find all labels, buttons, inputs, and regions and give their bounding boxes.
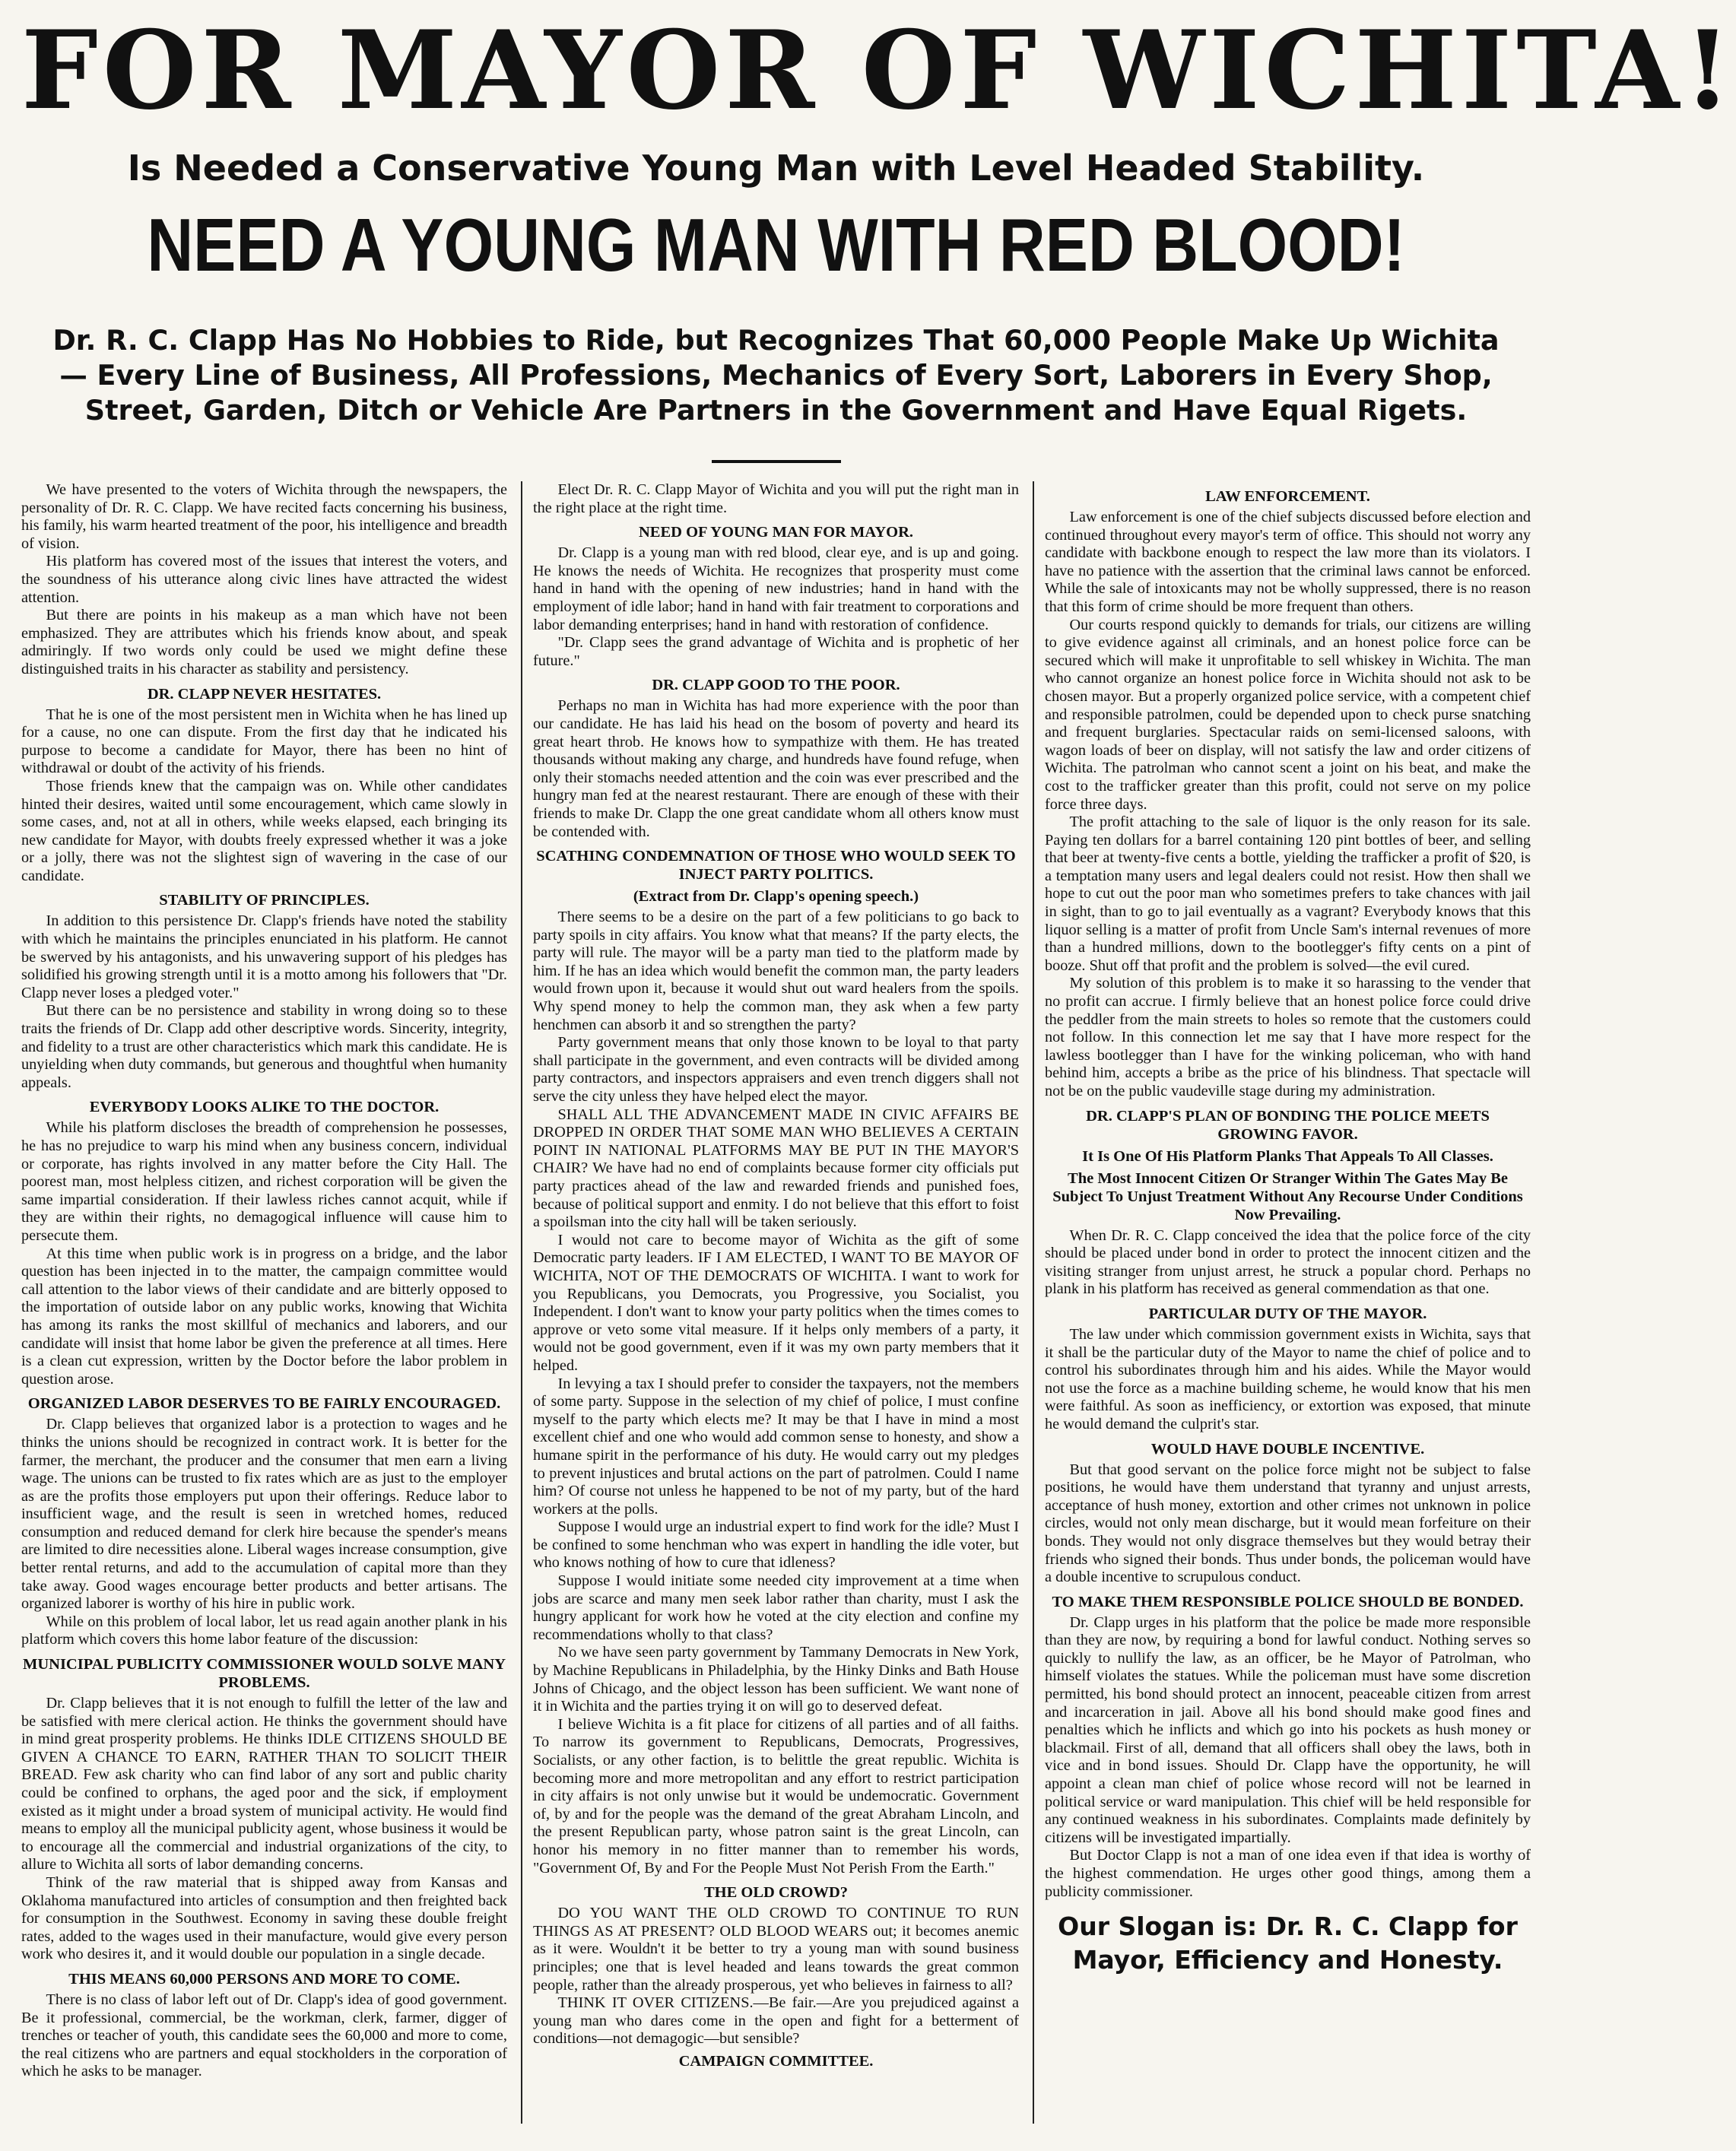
paragraph: Dr. Clapp urges in his platform that the police be made more responsible than they are now, by requiring a bond for lawful conduct. Nothing serves so quickly to nullify the law, as an officer, be he Mayor of Patrolman, who himself violates the statues. While the policeman must have some discretion permitted, his bond should protect an innocent, peaceable citizen from arrest and incarceration in jail. Above all his bond should make good fines and penalties which he inflicts and which go into his pockets as hush money or blackmail. First of all, demand that all officers shall obey the laws, both in vice and in bond issues. Should Dr. Clapp have the opportunity, he will appoint a clean man chief of police whose record will not be learned in political service or ward manipulation. This chief will be held responsible for any continued weakness in his subordinates. Complaints made definitely by citizens will be investigated impartially. <box>1045 1613 1531 1846</box>
section-heading: DR. CLAPP'S PLAN OF BONDING THE POLICE MEETS GROWING FAVOR. <box>1086 1107 1490 1143</box>
paragraph: There seems to be a desire on the part of a few politicians to go back to party spoils in city affairs. You know what that means? If the party elects, the party will rule. The mayor will be a party man tied to the platform made by him. If he has an idea which would benefit the common man, the party leaders would frown upon it, because it would shut out ward healers from the spoils. Why spend money to help the common man, they ask when a few party henchmen can absorb it and so strengthen the party? <box>533 909 1019 1033</box>
section-heading: EVERYBODY LOOKS ALIKE TO THE DOCTOR. <box>89 1099 440 1116</box>
paragraph: In addition to this persistence Dr. Clapp's friends have noted the stability with which he maintains the principles enunciated in his platform. He cannot be swerved by his antagonists, and his unwavering support of his pledges has solidified his growing strength until it is a motto among his followers that "Dr. Clapp never loses a pledged voter." <box>21 912 507 1001</box>
paragraph: That he is one of the most persistent men in Wichita when he has lined up for a cause, no one can dispute. From the first day that he indicated his purpose to become a candidate for Mayor, there has been no hint of withdrawal or doubt of the activity of his friends. <box>21 706 507 777</box>
section-heading: LAW ENFORCEMENT. <box>1205 488 1370 505</box>
section-heading: STABILITY OF PRINCIPLES. <box>159 892 370 909</box>
paragraph: Party government means that only those known to be loyal to that party shall participate in the government, and even contracts will be divided among party contractors, and inspectors appraisers and even trench diggers shall not serve the city unless they have helped elect the mayor. <box>533 1034 1019 1106</box>
paragraph: I would not care to become mayor of Wichita as the gift of some Democratic party leaders. IF I AM ELECTED, I WANT TO BE MAYOR OF WICHITA, NOT OF THE DEMOCRATS OF WICHITA. I want to work for you Republicans, you Democrats, you Progressive, you Socialist, you Independent. I don't want to know your party politics when the times comes to approve or veto some vital measure. If it helps only members of a party, it would not be good government, even if it was my own party members that it helped. <box>533 1231 1019 1374</box>
section-heading: THIS MEANS 60,000 PERSONS AND MORE TO COME. <box>68 1970 460 1988</box>
column-3 <box>1033 481 1531 2124</box>
divider-rule <box>712 460 841 463</box>
section-heading: DR. CLAPP GOOD TO THE POOR. <box>652 677 900 694</box>
paragraph: My solution of this problem is to make it so harassing to the vender that no profit can accrue. I firmly believe that an honest police force could drive the peddler from the main streets to holes so remote that the customers could not follow. In this connection let me say that I have more respect for the lawless bootlegger than I have for the winking policeman, who with hand behind him, accepts a bribe as the price of his blindness. That spectacle will not be on the public vaudeville stage during my administration. <box>1045 975 1531 1099</box>
paragraph: I believe Wichita is a fit place for citizens of all parties and of all faiths. To narrow its government to Republicans, Democrats, Progressives, Socialists, or any other faction, is to belittle the great republic. Wichita is becoming more and more metropolitan and any effort to restrict participation in city affairs is not only unwise but it would be undemocratic. Government of, by and for the people was the demand of the great Abraham Lincoln, and the present Republican party, whose patron saint is the great Lincoln, can honor his memory in no fitter manner than to remember his words, "Government Of, By and For the People Must Not Perish From the Earth." <box>533 1715 1019 1877</box>
column-1 <box>21 481 507 2124</box>
paragraph: SHALL ALL THE ADVANCEMENT MADE IN CIVIC AFFAIRS BE DROPPED IN ORDER THAT SOME MAN WHO BELIEVES A CERTAIN POINT IN NATIONAL PLATFORMS MAY BE PUT IN THE MAYOR'S CHAIR? We have had no end of complaints because former city officials put party practices ahead of the law and rewarded friends and punished foes, because of political support and enmity. I do not believe that this effort to foist a spoilsman into the city hall will be taken seriously. <box>533 1106 1019 1231</box>
paragraph: "Dr. Clapp sees the grand advantage of Wichita and is prophetic of her future." <box>533 634 1019 669</box>
paragraph: Law enforcement is one of the chief subjects discussed before election and continued throughout every mayor's term of office. This should not worry any candidate with backbone enough to respect the law more than its violators. I have no patience with the assertion that the criminal laws cannot be enforced. While the sale of intoxicants may not be wholly suppressed, there is no reason that this form of crime should be more frequent than others. <box>1045 509 1531 615</box>
section-heading: ORGANIZED LABOR DESERVES TO BE FAIRLY ENCOURAGED. <box>27 1395 501 1413</box>
signature: CAMPAIGN COMMITTEE. <box>678 2052 874 2070</box>
section-heading: DR. CLAPP NEVER HESITATES. <box>147 685 382 703</box>
masthead-title: FOR MAYOR OF WICHITA! <box>21 8 1736 134</box>
deck: Dr. R. C. Clapp Has No Hobbies to Ride, but Recognizes That 60,000 People Make Up Wichita— Every Line of Business, All Professions, Mechanics of Every Sort, Laborers in Every Shop, Street, Garden, Ditch or Vehicle Are Partners in the Government and Have Equal Rigets. <box>52 324 1500 427</box>
paragraph: The law under which commission government exists in Wichita, says that it shall be the particular duty of the Mayor to name the chief of police and to control his subordinates through him and his aides. While the Mayor would not use the force as a machine building scheme, he would know that his men were faithful. As soon as inefficiency, or extortion was exposed, that minute he would demand the culprit's star. <box>1045 1325 1531 1432</box>
paragraph: Think of the raw material that is shipped away from Kansas and Oklahoma manufactured into articles of consumption and then freighted back for consumption in the Southwest. Economy in saving these double freight rates, added to the wages used in their manufacture, would give every person work who desires it, and it would double our population in a single decade. <box>21 1873 507 1963</box>
section-heading: WOULD HAVE DOUBLE INCENTIVE. <box>1150 1440 1425 1458</box>
paragraph: Those friends knew that the campaign was on. While other candidates hinted their desires, waited until some encouragement, which came slowly in some cases, and, not at all in others, while weeks elapsed, each bringing its new candidate for Mayor, with doubts freely expressed whether it was a joke or a jolly, there was not the slightest sign of wavering in the case of our candidate. <box>21 777 507 884</box>
section-heading: PARTICULAR DUTY OF THE MAYOR. <box>1148 1305 1427 1322</box>
paragraph: The profit attaching to the sale of liquor is the only reason for its sale. Paying ten dollars for a barrel containing 120 pint bottles of beer, and selling that beer at twenty-five cents a bottle, yielding the trafficker a profit of $20, is a temptation many users and legal dealers could not resist. How then shall we hope to cut out the poor man who sometimes prefers to take chances with jail in sight, than to go to jail eventually as a vagrant? Everybody knows that this liquor selling is a matter of profit from Uncle Sam's internal revenues of more than a hundred millions, down to the bootlegger's fifty cents on a pint of booze. Shut off that profit and the problem is solved—the evil cured. <box>1045 814 1531 974</box>
paragraph: When Dr. R. C. Clapp conceived the idea that the police force of the city should be placed under bond in order to protect the innocent citizen and the visiting stranger from unjust arrest, he struck a popular chord. Perhaps no plank in his platform has received as general commendation as that one. <box>1045 1226 1531 1298</box>
paragraph: Dr. Clapp believes that organized labor is a protection to wages and he thinks the unions should be recognized in contract work. It is better for the farmer, the merchant, the producer and the consumer that men earn a living wage. The unions can be trusted to fix rates which are as just to the employer as are the profits those employers put upon their offerings. Reduce labor to insufficient wage, and the result is seen in wretched homes, reduced consumption and reduced demand for clerk hire because the spender's means are limited to dire necessities alone. Liberal wages increase consumption, give better rental returns, and add to the accumulation of capital more than they take away. Good wages encourage better products and better artisans. The organized laborer is worthy of his hire in public work. <box>21 1416 507 1613</box>
paragraph: Our courts respond quickly to demands for trials, our citizens are willing to give evidence against all criminals, and an honest police force can be secured which will make it unprofitable to sell whiskey in Wichita. The man who cannot organize an honest police force in Wichita should not ask to be chosen mayor. But a properly organized police service, with a competent chief and responsible patrolmen, could be depended upon to check purse snatching and frequent burglaries. Spectacular raids on semi-licensed saloons, with wagon loads of beer on display, will not satisfy the law and order citizens of Wichita. The patrolman who cannot scent a joint on his beat, and make the cost to the trafficker greater than this profit, could not serve on my police force three days. <box>1045 616 1531 813</box>
article-columns <box>21 481 1531 2124</box>
paragraph: We have presented to the voters of Wichita through the newspapers, the personality of Dr. R. C. Clapp. We have recited facts concerning his business, his family, his warm hearted treatment of the poor, his intelligence and breadth of vision. <box>21 481 507 552</box>
paragraph: But Doctor Clapp is not a man of one idea even if that idea is worthy of the highest commendation. He urges other good things, among them a publicity commissioner. <box>1045 1847 1531 1900</box>
section-heading: NEED OF YOUNG MAN FOR MAYOR. <box>638 524 913 541</box>
paragraph: In levying a tax I should prefer to consider the taxpayers, not the members of some party. Suppose in the selection of my chief of police, I must confine myself to the party which elects me? It may be that I have in mind a most excellent chief and one who would add common sense to honesty, and show a humane spirit in the performance of his duty. He would carry out my pledges to prevent injustices and brutal actions on the part of patrolmen. Could I name him? Of course not unless he happened to be not of my party, but of the hard workers at the polls. <box>533 1375 1019 1518</box>
headline: NEED A YOUNG MAN WITH RED BLOOD! <box>147 203 1405 287</box>
paragraph: Suppose I would initiate some needed city improvement at a time when jobs are scarce and many men seek labor rather than charity, must I ask the hungry applicant for work how he voted at the city election and confine my recommendations wholly to that class? <box>533 1572 1019 1643</box>
campaign-slogan: Our Slogan is: Dr. R. C. Clapp for Mayor, Efficiency and Honesty. <box>1058 1911 1518 1975</box>
paragraph: At this time when public work is in progress on a bridge, and the labor question has been injected in to the matter, the campaign committee would call attention to the labor views of their candidate and are bitterly opposed to the importation of outside labor on any public works, knowing that Wichita has among its ranks the most skillful of mechanics and laborers, and our candidate will insist that home labor be given the preference at all times. Here is a clean cut expression, written by the Doctor before the labor problem in question arose. <box>21 1245 507 1388</box>
column-2 <box>521 481 1019 2124</box>
paragraph: Suppose I would urge an industrial expert to find work for the idle? Must I be confined to some henchman who was expert in handling the idle voter, but who knows nothing of how to cure that idleness? <box>533 1518 1019 1572</box>
section-subheading: (Extract from Dr. Clapp's opening speech.) <box>633 888 919 906</box>
paragraph: While on this problem of local labor, let us read again another plank in his platform which covers this home labor feature of the discussion: <box>21 1613 507 1648</box>
paragraph: While his platform discloses the breadth of comprehension he possesses, he has no prejudice to warp his mind when any business concern, individual or corporate, has rights involved in any matter before the City Hall. The poorest man, most helpless citizen, and richest corporation will be given the same impartial consideration. If their lawless riches cannot acquit, while if they are within their rights, no demagogical influence will cause him to persecute them. <box>21 1119 507 1244</box>
paragraph: There is no class of labor left out of Dr. Clapp's idea of good government. Be it professional, commercial, be the workman, clerk, farmer, digger of trenches or teacher of youth, this candidate sees the 60,000 and more to come, the real citizens who are partners and equal stockholders in the corporation of which he asks to be manager. <box>21 1991 507 2080</box>
section-heading: MUNICIPAL PUBLICITY COMMISSIONER WOULD SOLVE MANY PROBLEMS. <box>22 1656 506 1692</box>
paragraph: But there can be no persistence and stability in wrong doing so to these traits the friends of Dr. Clapp add other descriptive words. Sincerity, integrity, and fidelity to a trust are other characteristics which mark this candidate. He is unyielding when duty commands, but generous and thoughtful when humanity appeals. <box>21 1002 507 1091</box>
subtitle: Is Needed a Conservative Young Man with Level Headed Stability. <box>127 148 1425 189</box>
paragraph: But that good servant on the police force might not be subject to false positions, he would have them understand that tyranny and unjust arrests, acceptance of hush money, extortion and other crimes not unknown in police circles, would not only mean discharge, but it would mean forfeiture on their bonds. They would not only disgrace themselves but they would betray their friends who signed their bonds. Thus under bonds, the policeman would have a double incentive to scrupulous conduct. <box>1045 1461 1531 1586</box>
section-heading: THE OLD CROWD? <box>703 1884 849 1902</box>
paragraph: Dr. Clapp believes that it is not enough to fulfill the letter of the law and be satisfied with mere clerical action. He thinks the government should have in mind great prosperity problems. He thinks IDLE CITIZENS SHOULD BE GIVEN A CHANCE TO EARN, RATHER THAN TO SOLICIT THEIR BREAD. Few ask charity who can find labor of any sort and public charity could be confined to orphans, the aged poor and the sick, if employment existed as it might under a broad system of municipal activity. He would find means to employ all the municipal publicity agent, whose business it would be to encourage all the commercial and industrial organizations of the city, to allure to Wichita all sorts of labor demanding concerns. <box>21 1695 507 1873</box>
paragraph: No we have seen party government by Tammany Democrats in New York, by Machine Republicans in Philadelphia, by the Hinky Dinks and Bath House Johns of Chicago, and the object lesson has been sufficient. We want none of it in Wichita and the parties trying it on will go to deserved defeat. <box>533 1644 1019 1715</box>
paragraph: Dr. Clapp is a young man with red blood, clear eye, and is up and going. He knows the needs of Wichita. He recognizes that prosperity must come hand in hand with the opening of new industries; hand in hand with the employment of idle labor; hand in hand with fair treatment to corporations and labor demanding enterprises; hand in hand with restoration of confidence. <box>533 544 1019 633</box>
paragraph: Perhaps no man in Wichita has had more experience with the poor than our candidate. He has laid his head on the bosom of poverty and heard its great heart throb. He knows how to sympathize with them. He has treated thousands without making any charge, and hundreds have found refuge, when only their stomachs needed attention and the coin was ever prescribed and the hungry man fed at the nearest restaurant. There are enough of these with their friends to make Dr. Clapp the one great candidate whom all others know must be contended with. <box>533 697 1019 840</box>
paragraph: But there are points in his makeup as a man which have not been emphasized. They are attributes which his friends know about, and speak admiringly. If two words only could be used we might define these distinguished traits in his character as stability and persistency. <box>21 607 507 677</box>
paragraph: Elect Dr. R. C. Clapp Mayor of Wichita and you will put the right man in the right place at the right time. <box>533 481 1019 516</box>
section-heading: SCATHING CONDEMNATION OF THOSE WHO WOULD SEEK TO INJECT PARTY POLITICS. <box>536 848 1016 884</box>
section-subheading: The Most Innocent Citizen Or Stranger Within The Gates May Be Subject To Unjust Treatment Without Any Recourse Under Conditions Now Prevailing. <box>1052 1169 1523 1223</box>
paragraph: THINK IT OVER CITIZENS.—Be fair.—Are you prejudiced against a young man who dares come in the open and fight for a betterment of conditions—not demagogic—but sensible? <box>533 1994 1019 2048</box>
paragraph: His platform has covered most of the issues that interest the voters, and the soundness of his utterance along civic lines have attracted the widest attention. <box>21 553 507 606</box>
section-subheading: It Is One Of His Platform Planks That Appeals To All Classes. <box>1082 1147 1493 1165</box>
section-heading: TO MAKE THEM RESPONSIBLE POLICE SHOULD BE BONDED. <box>1052 1593 1524 1610</box>
paragraph: DO YOU WANT THE OLD CROWD TO CONTINUE TO RUN THINGS AS AT PRESENT? OLD BLOOD WEARS out; it becomes anemic as it were. Wouldn't it be better to try a young man with sound business principles; one that is level headed and leans towards the great common people, rather than the already prosperous, yet who believes in fairness to all? <box>533 1905 1019 1994</box>
